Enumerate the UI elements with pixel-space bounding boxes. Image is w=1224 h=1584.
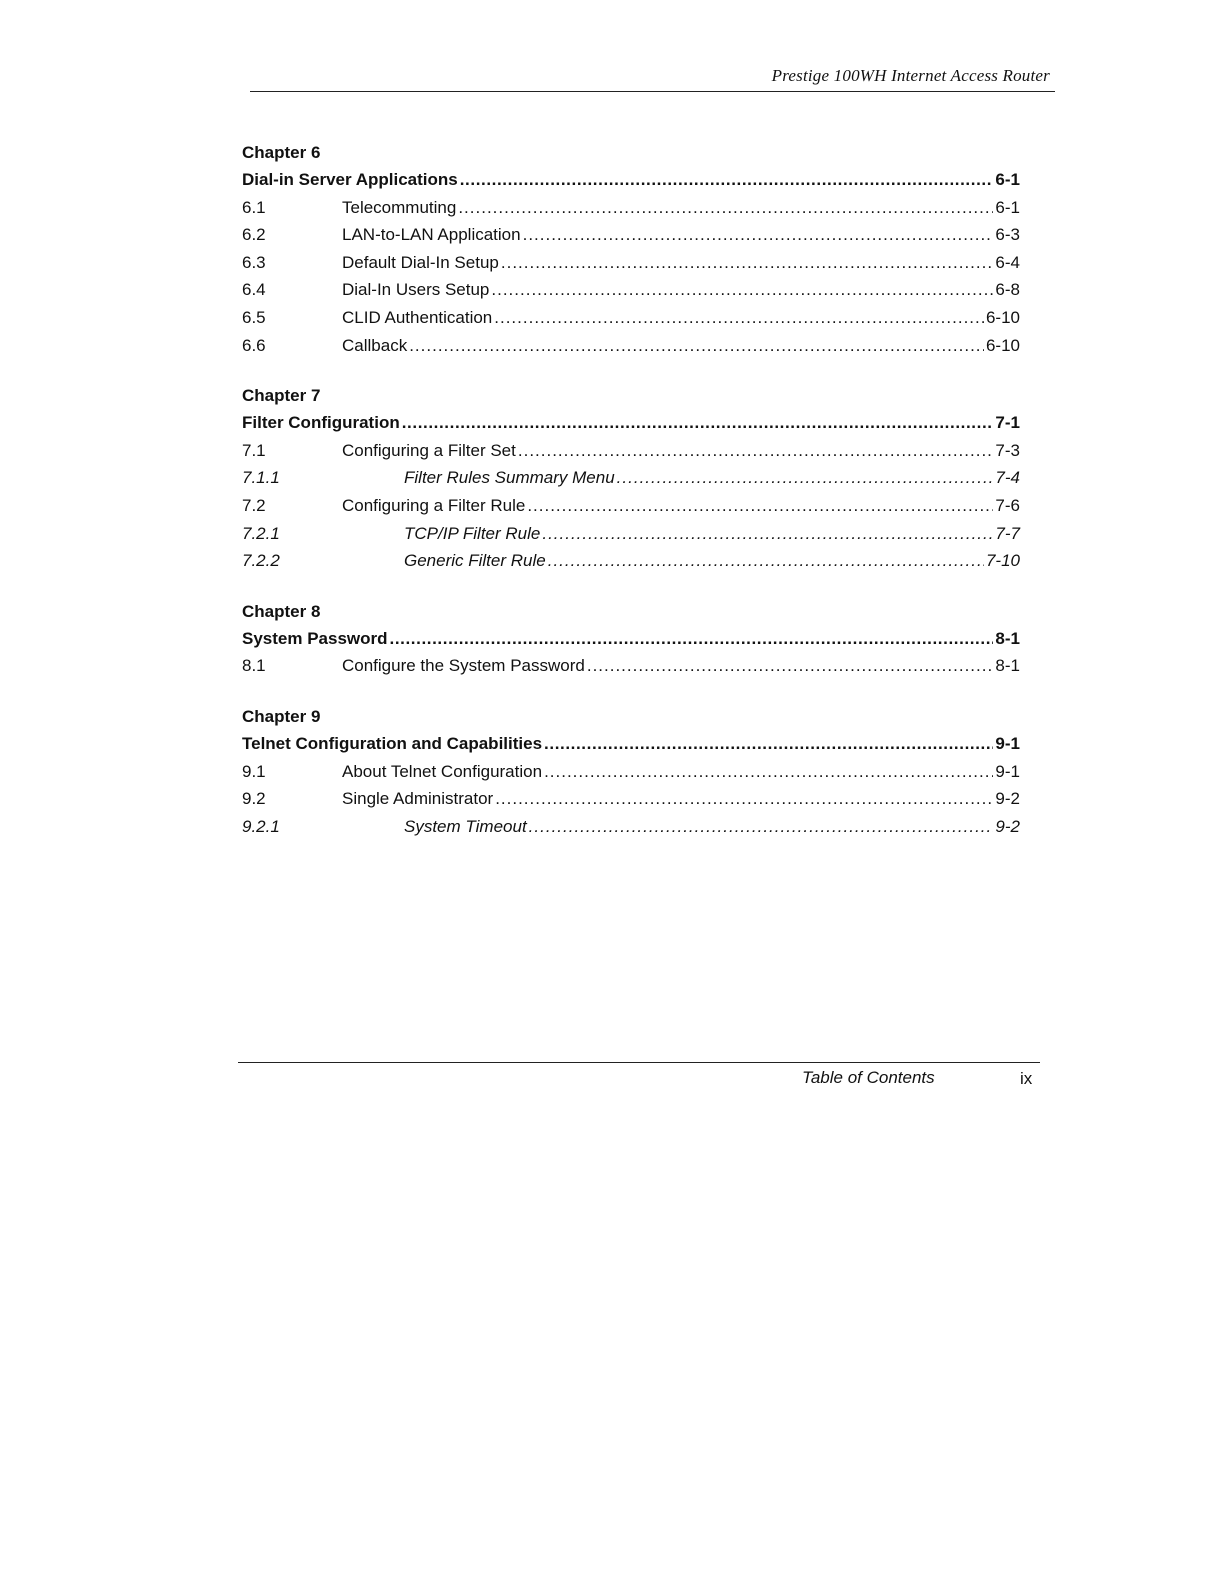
toc-entry[interactable] (242, 276, 1020, 304)
table-of-contents (242, 140, 1020, 864)
toc-page: 7-7 (995, 523, 1020, 543)
toc-entry[interactable] (242, 332, 1020, 360)
toc-chapter-entry[interactable] (242, 166, 1020, 194)
toc-page: 6-8 (995, 280, 1020, 300)
toc-page: 6-10 (985, 307, 1020, 327)
chapter-block (242, 383, 1020, 575)
dot-leader (544, 730, 993, 758)
dot-leader (548, 547, 984, 575)
dot-leader (544, 758, 993, 786)
toc-title: Single Administrator (342, 789, 494, 809)
toc-title: System Timeout (404, 816, 527, 836)
toc-title: CLID Authentication (342, 307, 493, 327)
toc-number: 9.2.1 (242, 816, 280, 836)
toc-number: 6.5 (242, 307, 266, 327)
toc-chapter-entry[interactable] (242, 409, 1020, 437)
toc-number: 6.1 (242, 197, 266, 217)
toc-title: Configuring a Filter Rule (342, 495, 526, 515)
toc-entry[interactable] (242, 221, 1020, 249)
footer-rule (238, 1062, 1040, 1063)
toc-entry[interactable] (242, 652, 1020, 680)
toc-number: 9.1 (242, 761, 266, 781)
chapter-label: Chapter 6 (242, 143, 321, 162)
toc-page: 8-1 (995, 628, 1020, 648)
toc-title: Default Dial-In Setup (342, 252, 499, 272)
toc-title: About Telnet Configuration (342, 761, 543, 781)
chapter-block (242, 140, 1020, 359)
dot-leader (617, 464, 994, 492)
toc-number: 6.6 (242, 335, 266, 355)
toc-number: 6.2 (242, 225, 266, 245)
chapter-block (242, 599, 1020, 680)
toc-title: Telecommuting (342, 197, 457, 217)
toc-title: Dial-In Users Setup (342, 280, 490, 300)
toc-subentry[interactable] (242, 813, 1020, 841)
header-rule (250, 91, 1055, 92)
dot-leader (518, 437, 994, 465)
toc-number: 6.3 (242, 252, 266, 272)
toc-page: 7-6 (995, 495, 1020, 515)
toc-subentry[interactable] (242, 547, 1020, 575)
chapter-label: Chapter 9 (242, 706, 321, 726)
chapter-label: Chapter 8 (242, 601, 321, 621)
toc-title: TCP/IP Filter Rule (404, 523, 541, 543)
toc-title: Dial-in Server Applications (242, 170, 458, 189)
toc-page: 7-3 (995, 440, 1020, 460)
toc-page: 9-1 (995, 761, 1020, 781)
toc-number: 7.2.1 (242, 523, 280, 543)
toc-number: 6.4 (242, 280, 266, 300)
toc-number: 7.1.1 (242, 468, 280, 488)
toc-page: 8-1 (995, 656, 1020, 676)
toc-entry[interactable] (242, 758, 1020, 786)
toc-number: 9.2 (242, 789, 266, 809)
running-header: Prestige 100WH Internet Access Router (771, 66, 1050, 85)
toc-number: 7.1 (242, 440, 266, 460)
toc-page: 6-1 (995, 197, 1020, 217)
dot-leader (587, 652, 994, 680)
toc-number: 7.2 (242, 495, 266, 515)
dot-leader (523, 221, 994, 249)
footer-section-title: Table of Contents (802, 1068, 935, 1087)
dot-leader (402, 409, 994, 437)
toc-title: Generic Filter Rule (404, 551, 546, 571)
dot-leader (542, 520, 993, 548)
toc-page: 9-2 (995, 816, 1020, 836)
toc-subentry[interactable] (242, 464, 1020, 492)
dot-leader (409, 332, 984, 360)
toc-entry[interactable] (242, 437, 1020, 465)
toc-page: 7-4 (995, 468, 1020, 488)
dot-leader (501, 249, 994, 277)
toc-title: System Password (242, 628, 388, 648)
dot-leader (491, 276, 993, 304)
toc-title: Filter Configuration (242, 413, 400, 433)
toc-number: 8.1 (242, 656, 266, 676)
toc-page: 7-10 (985, 551, 1020, 571)
toc-page: 7-1 (995, 413, 1020, 433)
toc-title: LAN-to-LAN Application (342, 225, 521, 245)
toc-page: 9-1 (995, 733, 1020, 753)
toc-page: 6-1 (995, 170, 1020, 189)
toc-subentry[interactable] (242, 520, 1020, 548)
chapter-block (242, 704, 1020, 840)
toc-entry[interactable] (242, 249, 1020, 277)
toc-title: Configuring a Filter Set (342, 440, 516, 460)
toc-number: 7.2.2 (242, 551, 280, 571)
toc-page: 6-10 (985, 335, 1020, 355)
footer-page-number: ix (1020, 1069, 1033, 1088)
dot-leader (460, 166, 994, 194)
dot-leader (529, 813, 994, 841)
dot-leader (494, 304, 984, 332)
toc-title: Configure the System Password (342, 656, 585, 676)
toc-page: 6-3 (995, 225, 1020, 245)
dot-leader (495, 785, 993, 813)
toc-title: Telnet Configuration and Capabilities (242, 733, 543, 753)
toc-title: Callback (342, 335, 408, 355)
toc-entry[interactable] (242, 785, 1020, 813)
toc-chapter-entry[interactable] (242, 730, 1020, 758)
dot-leader (458, 194, 993, 222)
toc-chapter-entry[interactable] (242, 625, 1020, 653)
chapter-label: Chapter 7 (242, 386, 321, 406)
toc-title: Filter Rules Summary Menu (404, 468, 615, 488)
dot-leader (390, 625, 994, 653)
dot-leader (527, 492, 993, 520)
toc-page: 6-4 (995, 252, 1020, 272)
toc-entry[interactable] (242, 194, 1020, 222)
toc-entry[interactable] (242, 492, 1020, 520)
toc-entry[interactable] (242, 304, 1020, 332)
toc-page: 9-2 (995, 789, 1020, 809)
